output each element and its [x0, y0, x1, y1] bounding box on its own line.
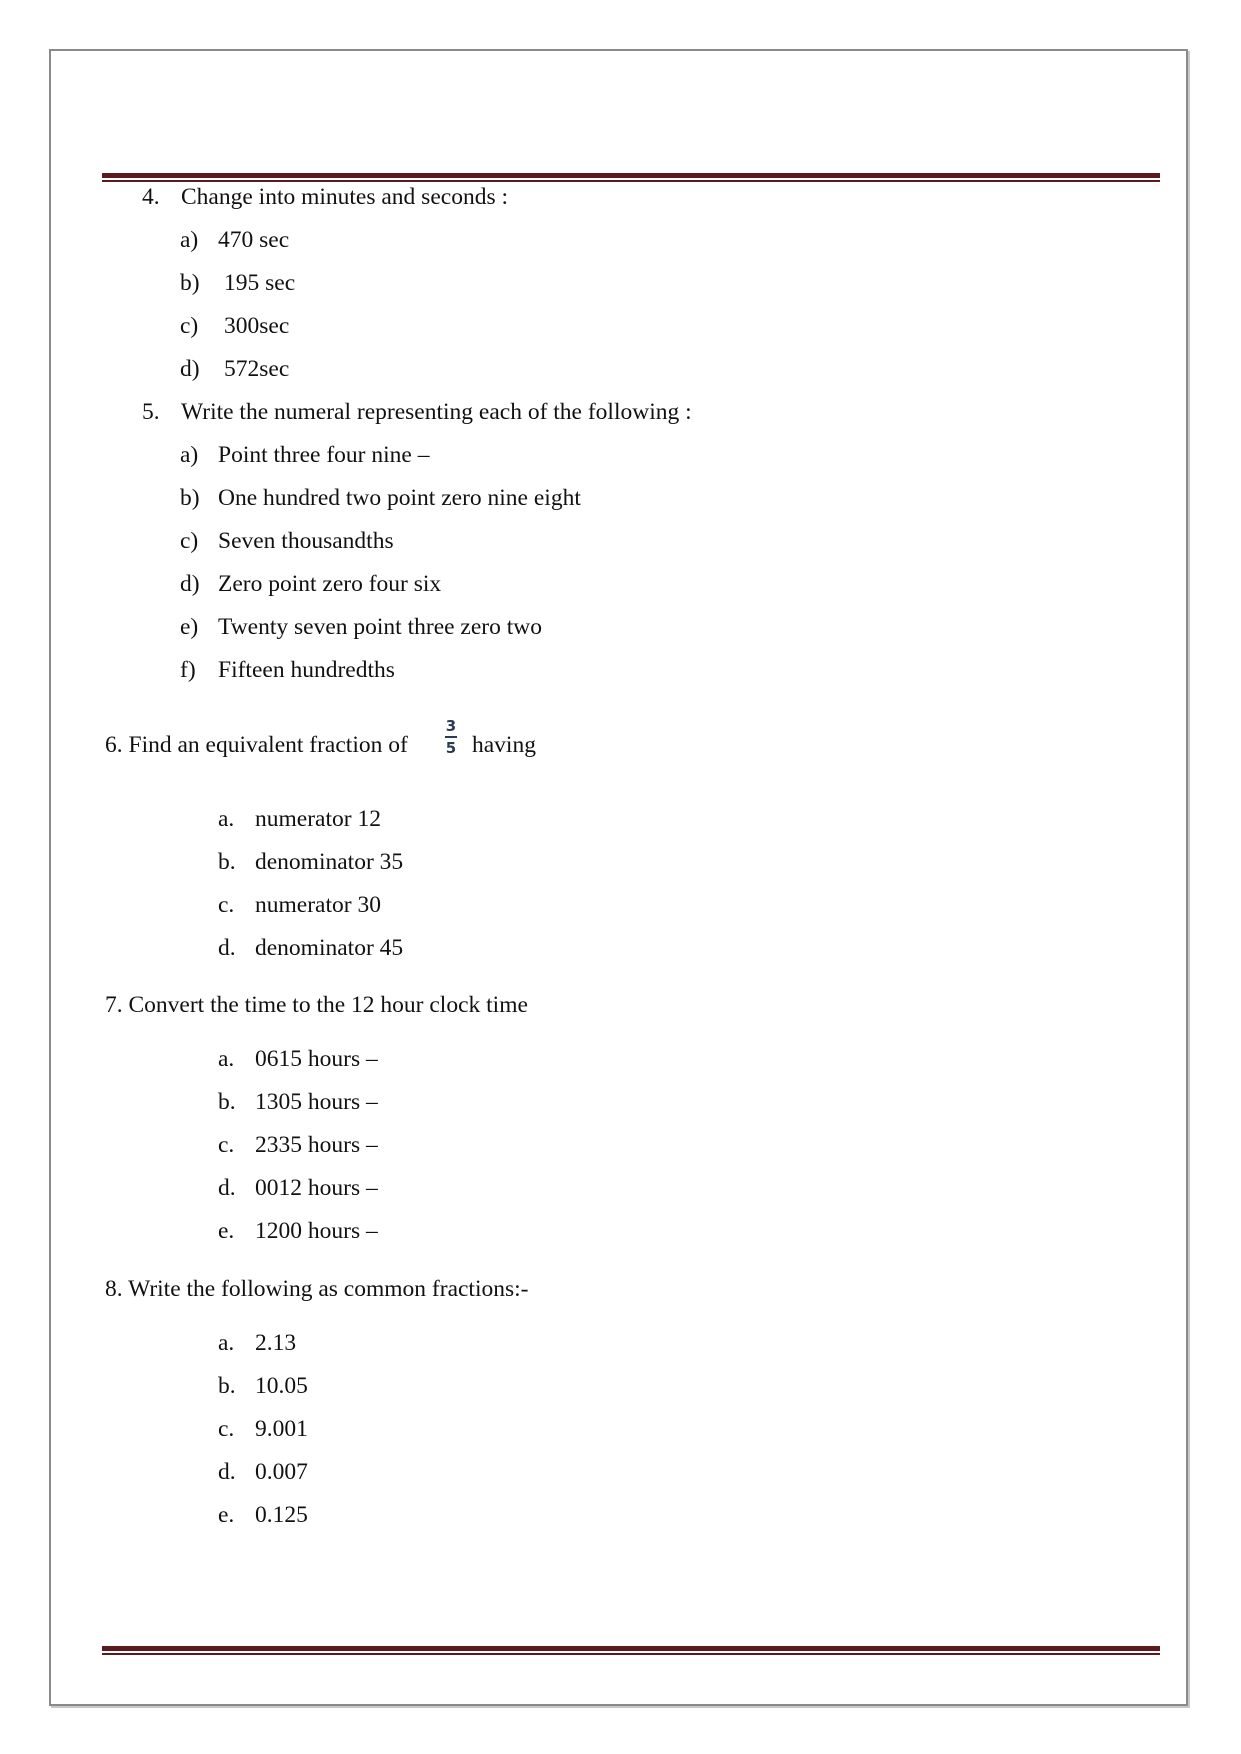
fraction-denominator: 5 [445, 738, 457, 757]
item-text: 572sec [224, 356, 290, 382]
item-label: d. [218, 1175, 236, 1201]
item-label: d) [180, 356, 200, 382]
item-text: 0.007 [255, 1459, 308, 1485]
item-text: Point three four nine – [218, 442, 430, 468]
header-rule-thin [102, 180, 1160, 182]
item-label: a. [218, 1330, 235, 1356]
item-label: e) [180, 614, 199, 640]
item-label: c) [180, 313, 199, 339]
item-text: 300sec [224, 313, 290, 339]
item-label: b. [218, 1089, 236, 1115]
item-text: numerator 12 [255, 806, 381, 832]
fraction-numerator: 3 [445, 717, 457, 735]
item-label: d) [180, 571, 200, 597]
item-text: Seven thousandths [218, 528, 394, 554]
item-label: b) [180, 270, 200, 296]
header-rule [102, 173, 1160, 183]
item-text: 0012 hours – [255, 1175, 378, 1201]
question-title: 7. Convert the time to the 12 hour clock time [105, 992, 528, 1018]
question-title: Change into minutes and seconds : [181, 184, 508, 210]
fraction-bar [445, 736, 457, 738]
item-text: 1200 hours – [255, 1218, 378, 1244]
question-title: 8. Write the following as common fractions:- [105, 1276, 529, 1302]
item-text: Zero point zero four six [218, 571, 442, 597]
item-label: b) [180, 485, 200, 511]
header-rule-thick [102, 173, 1160, 178]
item-label: e. [218, 1502, 235, 1528]
item-text: 195 sec [224, 270, 296, 296]
fraction-image [443, 719, 459, 756]
question-title: Write the numeral representing each of the following : [181, 399, 692, 425]
item-label: e. [218, 1218, 235, 1244]
item-text: denominator 35 [255, 849, 404, 875]
item-text: numerator 30 [255, 892, 381, 918]
question-title-suffix: having [472, 732, 536, 758]
item-text: 2.13 [255, 1330, 297, 1356]
item-text: 9.001 [255, 1416, 308, 1442]
item-text: Twenty seven point three zero two [218, 614, 542, 640]
item-text: 1305 hours – [255, 1089, 378, 1115]
item-text: 2335 hours – [255, 1132, 378, 1158]
item-label: d. [218, 935, 236, 961]
footer-rule-thin [102, 1653, 1160, 1655]
item-text: One hundred two point zero nine eight [218, 485, 581, 511]
item-label: c. [218, 892, 235, 918]
item-label: c. [218, 1416, 235, 1442]
item-label: d. [218, 1459, 236, 1485]
item-label: a. [218, 1046, 235, 1072]
item-label: a) [180, 442, 199, 468]
item-label: b. [218, 1373, 236, 1399]
item-label: f) [180, 657, 196, 683]
question-number: 4. [142, 184, 160, 210]
question-title: 6. Find an equivalent fraction of [105, 732, 408, 758]
footer-rule-thick [102, 1646, 1160, 1651]
question-number: 5. [142, 399, 160, 425]
item-label: b. [218, 849, 236, 875]
item-text: 470 sec [218, 227, 290, 253]
item-text: 0615 hours – [255, 1046, 378, 1072]
item-label: c) [180, 528, 199, 554]
item-label: c. [218, 1132, 235, 1158]
footer-rule [102, 1646, 1160, 1656]
item-text: denominator 45 [255, 935, 404, 961]
item-label: a) [180, 227, 199, 253]
item-text: 10.05 [255, 1373, 308, 1399]
item-text: 0.125 [255, 1502, 308, 1528]
item-text: Fifteen hundredths [218, 657, 395, 683]
item-label: a. [218, 806, 235, 832]
